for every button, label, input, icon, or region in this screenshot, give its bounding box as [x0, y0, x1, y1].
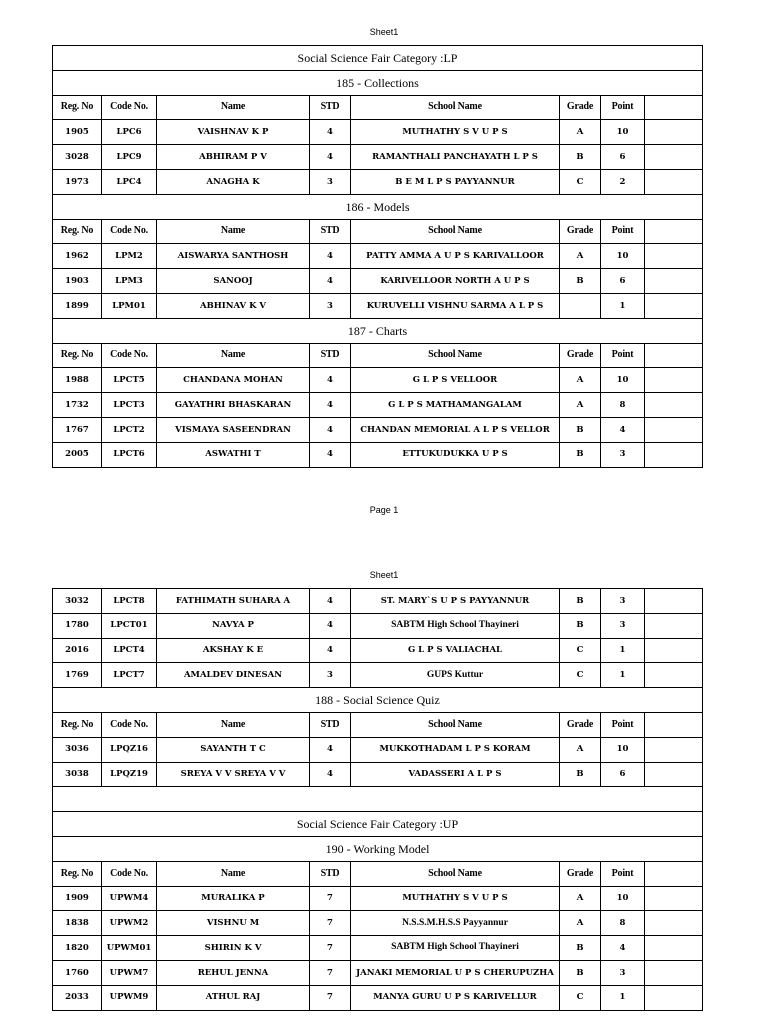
- col-header-point: Point: [601, 712, 645, 737]
- cell-reg-no: 1903: [53, 269, 102, 294]
- cell-point: 6: [601, 762, 645, 787]
- cell-reg-no: 1838: [53, 911, 102, 936]
- cell-std: 7: [310, 911, 351, 936]
- table-row: [53, 169, 703, 194]
- sheet-name-label: Sheet1: [369, 570, 399, 580]
- col-header-code-no: Code No.: [102, 343, 157, 368]
- cell-school-name: G L P S VELLOOR: [351, 368, 560, 393]
- cell-reg-no: 2005: [53, 442, 102, 467]
- empty-cell: [645, 613, 703, 638]
- cell-code-no: LPM01: [102, 293, 157, 318]
- section-title: [53, 70, 703, 95]
- cell-reg-no: 1820: [53, 936, 102, 961]
- section-title: [53, 836, 703, 861]
- col-header-code-no: Code No.: [102, 712, 157, 737]
- cell-name: SREYA V V SREYA V V: [157, 762, 310, 787]
- cell-grade: B: [560, 269, 601, 294]
- col-header-reg-no: Reg. No: [53, 95, 102, 120]
- cell-grade: A: [560, 737, 601, 762]
- section-title: [53, 688, 703, 713]
- cell-code-no: UPWM01: [102, 936, 157, 961]
- cell-school-name: CHANDAN MEMORIAL A L P S VELLOR: [351, 417, 560, 442]
- col-header-school-name: School Name: [351, 861, 560, 886]
- table-row: [53, 293, 703, 318]
- cell-code-no: LPCT5: [102, 368, 157, 393]
- cell-point: 4: [601, 417, 645, 442]
- cell-code-no: LPC9: [102, 145, 157, 170]
- cell-std: 4: [310, 269, 351, 294]
- cell-point: 10: [601, 368, 645, 393]
- cell-reg-no: 1973: [53, 169, 102, 194]
- results-table-page-2: [52, 588, 703, 1011]
- column-header-row: [53, 343, 703, 368]
- empty-cell: [645, 145, 703, 170]
- table-row: [53, 638, 703, 663]
- cell-std: 3: [310, 169, 351, 194]
- col-header-name: Name: [157, 861, 310, 886]
- cell-school-name: KURUVELLI VISHNU SARMA A L P S: [351, 293, 560, 318]
- table-row: [53, 417, 703, 442]
- cell-school-name: MUTHATHY S V U P S: [351, 120, 560, 145]
- empty-cell: [645, 169, 703, 194]
- cell-point: 1: [601, 985, 645, 1010]
- cell-std: 4: [310, 442, 351, 467]
- cell-name: REHUL JENNA: [157, 960, 310, 985]
- section-title-text: 186 - Models: [53, 194, 703, 219]
- cell-school-name: GUPS Kuttur: [351, 663, 560, 688]
- cell-grade: B: [560, 442, 601, 467]
- col-header-point: Point: [601, 95, 645, 120]
- cell-name: AISWARYA SANTHOSH: [157, 244, 310, 269]
- cell-grade: A: [560, 368, 601, 393]
- table-row: [53, 244, 703, 269]
- empty-cell: [645, 417, 703, 442]
- cell-std: 7: [310, 960, 351, 985]
- column-header-row: [53, 712, 703, 737]
- col-header-school-name: School Name: [351, 343, 560, 368]
- table-row: [53, 762, 703, 787]
- col-header-school-name: School Name: [351, 219, 560, 244]
- cell-reg-no: 1767: [53, 417, 102, 442]
- table-row: [53, 985, 703, 1010]
- cell-code-no: LPCT6: [102, 442, 157, 467]
- sheet-name-label: Sheet1: [369, 27, 399, 37]
- table-row: [53, 589, 703, 614]
- cell-grade: C: [560, 663, 601, 688]
- cell-point: 10: [601, 120, 645, 145]
- empty-cell: [645, 638, 703, 663]
- cell-code-no: LPM3: [102, 269, 157, 294]
- cell-code-no: UPWM7: [102, 960, 157, 985]
- cell-std: 4: [310, 613, 351, 638]
- cell-std: 7: [310, 985, 351, 1010]
- cell-grade: A: [560, 244, 601, 269]
- cell-school-name: B E M L P S PAYYANNUR: [351, 169, 560, 194]
- cell-code-no: LPCT3: [102, 393, 157, 418]
- cell-name: AKSHAY K E: [157, 638, 310, 663]
- table-row: [53, 960, 703, 985]
- cell-reg-no: 1760: [53, 960, 102, 985]
- col-header-std: STD: [310, 712, 351, 737]
- column-header-row: [53, 95, 703, 120]
- cell-point: 3: [601, 589, 645, 614]
- cell-name: VISHNU M: [157, 911, 310, 936]
- cell-point: 10: [601, 244, 645, 269]
- col-header-std: STD: [310, 343, 351, 368]
- cell-school-name: ST. MARY`S U P S PAYYANNUR: [351, 589, 560, 614]
- cell-reg-no: 3028: [53, 145, 102, 170]
- table-row: [53, 269, 703, 294]
- cell-point: 1: [601, 638, 645, 663]
- cell-std: 4: [310, 393, 351, 418]
- empty-cell: [645, 985, 703, 1010]
- empty-cell: [645, 442, 703, 467]
- table-row: [53, 613, 703, 638]
- cell-name: NAVYA P: [157, 613, 310, 638]
- cell-grade: B: [560, 960, 601, 985]
- col-header-grade: Grade: [560, 343, 601, 368]
- cell-grade: A: [560, 393, 601, 418]
- col-header-name: Name: [157, 343, 310, 368]
- cell-code-no: UPWM4: [102, 886, 157, 911]
- cell-school-name: KARIVELLOOR NORTH A U P S: [351, 269, 560, 294]
- cell-reg-no: 3032: [53, 589, 102, 614]
- empty-cell: [645, 712, 703, 737]
- empty-cell: [645, 219, 703, 244]
- col-header-std: STD: [310, 95, 351, 120]
- col-header-reg-no: Reg. No: [53, 219, 102, 244]
- category-title: [53, 812, 703, 837]
- cell-point: 8: [601, 911, 645, 936]
- table-row: [53, 145, 703, 170]
- cell-code-no: LPQZ19: [102, 762, 157, 787]
- cell-code-no: LPCT2: [102, 417, 157, 442]
- cell-point: 6: [601, 145, 645, 170]
- cell-name: ANAGHA K: [157, 169, 310, 194]
- cell-name: ABHIRAM P V: [157, 145, 310, 170]
- section-title-text: 190 - Working Model: [53, 836, 703, 861]
- cell-name: ASWATHI T: [157, 442, 310, 467]
- cell-grade: A: [560, 120, 601, 145]
- cell-std: 4: [310, 145, 351, 170]
- empty-cell: [645, 293, 703, 318]
- cell-grade: C: [560, 638, 601, 663]
- cell-reg-no: 1988: [53, 368, 102, 393]
- column-header-row: [53, 219, 703, 244]
- cell-code-no: LPCT4: [102, 638, 157, 663]
- empty-cell: [645, 95, 703, 120]
- cell-std: 4: [310, 120, 351, 145]
- cell-grade: B: [560, 762, 601, 787]
- results-table-page-1: [52, 45, 703, 468]
- empty-cell: [645, 911, 703, 936]
- col-header-code-no: Code No.: [102, 219, 157, 244]
- cell-reg-no: 1780: [53, 613, 102, 638]
- cell-code-no: LPC6: [102, 120, 157, 145]
- cell-grade: B: [560, 936, 601, 961]
- table-row: [53, 393, 703, 418]
- cell-reg-no: 2016: [53, 638, 102, 663]
- cell-grade: A: [560, 911, 601, 936]
- cell-point: 3: [601, 960, 645, 985]
- empty-cell: [645, 663, 703, 688]
- category-title-text: Social Science Fair Category :LP: [53, 46, 703, 71]
- col-header-grade: Grade: [560, 712, 601, 737]
- table-row: [53, 886, 703, 911]
- cell-grade: B: [560, 417, 601, 442]
- col-header-grade: Grade: [560, 219, 601, 244]
- cell-reg-no: 3038: [53, 762, 102, 787]
- cell-point: 3: [601, 613, 645, 638]
- cell-grade: A: [560, 886, 601, 911]
- table-row: [53, 120, 703, 145]
- cell-name: VISMAYA SASEENDRAN: [157, 417, 310, 442]
- cell-name: AMALDEV DINESAN: [157, 663, 310, 688]
- empty-cell: [645, 343, 703, 368]
- cell-point: 10: [601, 886, 645, 911]
- col-header-code-no: Code No.: [102, 95, 157, 120]
- cell-school-name: MUKKOTHADAM L P S KORAM: [351, 737, 560, 762]
- col-header-reg-no: Reg. No: [53, 712, 102, 737]
- section-title: [53, 194, 703, 219]
- cell-code-no: LPCT01: [102, 613, 157, 638]
- cell-std: 3: [310, 293, 351, 318]
- cell-reg-no: 1909: [53, 886, 102, 911]
- cell-std: 4: [310, 368, 351, 393]
- cell-name: SAYANTH T C: [157, 737, 310, 762]
- cell-school-name: MUTHATHY S V U P S: [351, 886, 560, 911]
- col-header-grade: Grade: [560, 95, 601, 120]
- cell-name: CHANDANA MOHAN: [157, 368, 310, 393]
- cell-point: 1: [601, 663, 645, 688]
- category-title: [53, 46, 703, 71]
- column-header-row: [53, 861, 703, 886]
- cell-grade: C: [560, 169, 601, 194]
- empty-cell: [645, 589, 703, 614]
- empty-cell: [645, 244, 703, 269]
- cell-school-name: N.S.S.M.H.S.S Payyannur: [351, 911, 560, 936]
- cell-std: 4: [310, 417, 351, 442]
- empty-cell: [645, 269, 703, 294]
- col-header-point: Point: [601, 861, 645, 886]
- col-header-point: Point: [601, 219, 645, 244]
- col-header-school-name: School Name: [351, 95, 560, 120]
- cell-code-no: LPC4: [102, 169, 157, 194]
- cell-reg-no: 1732: [53, 393, 102, 418]
- table-row: [53, 911, 703, 936]
- cell-point: 10: [601, 737, 645, 762]
- cell-code-no: LPM2: [102, 244, 157, 269]
- cell-name: SHIRIN K V: [157, 936, 310, 961]
- cell-code-no: UPWM2: [102, 911, 157, 936]
- cell-school-name: SABTM High School Thayineri: [351, 613, 560, 638]
- col-header-std: STD: [310, 219, 351, 244]
- col-header-point: Point: [601, 343, 645, 368]
- cell-name: ATHUL RAJ: [157, 985, 310, 1010]
- cell-point: 6: [601, 269, 645, 294]
- cell-std: 4: [310, 762, 351, 787]
- cell-code-no: UPWM9: [102, 985, 157, 1010]
- col-header-code-no: Code No.: [102, 861, 157, 886]
- table-row: [53, 442, 703, 467]
- cell-school-name: PATTY AMMA A U P S KARIVALLOOR: [351, 244, 560, 269]
- cell-school-name: VADASSERI A L P S: [351, 762, 560, 787]
- cell-name: MURALIKA P: [157, 886, 310, 911]
- cell-name: VAISHNAV K P: [157, 120, 310, 145]
- table-row: [53, 368, 703, 393]
- cell-code-no: LPCT7: [102, 663, 157, 688]
- empty-cell: [645, 886, 703, 911]
- cell-reg-no: 2033: [53, 985, 102, 1010]
- cell-name: SANOOJ: [157, 269, 310, 294]
- cell-reg-no: 1899: [53, 293, 102, 318]
- section-title-text: 185 - Collections: [53, 70, 703, 95]
- cell-name: FATHIMATH SUHARA A: [157, 589, 310, 614]
- col-header-std: STD: [310, 861, 351, 886]
- table-row: [53, 936, 703, 961]
- cell-school-name: MANYA GURU U P S KARIVELLUR: [351, 985, 560, 1010]
- cell-grade: [560, 293, 601, 318]
- cell-school-name: SABTM High School Thayineri: [351, 936, 560, 961]
- blank-row: [53, 787, 703, 812]
- cell-school-name: G L P S MATHAMANGALAM: [351, 393, 560, 418]
- cell-std: 4: [310, 638, 351, 663]
- cell-school-name: JANAKI MEMORIAL U P S CHERUPUZHA: [351, 960, 560, 985]
- section-title-text: 187 - Charts: [53, 318, 703, 343]
- section-title: [53, 318, 703, 343]
- empty-cell: [645, 120, 703, 145]
- cell-point: 3: [601, 442, 645, 467]
- cell-name: GAYATHRI BHASKARAN: [157, 393, 310, 418]
- cell-grade: C: [560, 985, 601, 1010]
- col-header-reg-no: Reg. No: [53, 861, 102, 886]
- col-header-name: Name: [157, 219, 310, 244]
- col-header-name: Name: [157, 712, 310, 737]
- page-number-label: Page 1: [369, 505, 399, 515]
- cell-school-name: G L P S VALIACHAL: [351, 638, 560, 663]
- col-header-reg-no: Reg. No: [53, 343, 102, 368]
- cell-std: 4: [310, 737, 351, 762]
- empty-cell: [645, 960, 703, 985]
- cell-reg-no: 1769: [53, 663, 102, 688]
- cell-point: 8: [601, 393, 645, 418]
- cell-point: 4: [601, 936, 645, 961]
- cell-grade: B: [560, 589, 601, 614]
- cell-name: ABHINAV K V: [157, 293, 310, 318]
- cell-reg-no: 1905: [53, 120, 102, 145]
- table-row: [53, 737, 703, 762]
- cell-code-no: LPQZ16: [102, 737, 157, 762]
- cell-point: 2: [601, 169, 645, 194]
- category-title-text: Social Science Fair Category :UP: [53, 812, 703, 837]
- table-row: [53, 663, 703, 688]
- cell-school-name: RAMANTHALI PANCHAYATH L P S: [351, 145, 560, 170]
- blank-cell: [53, 787, 703, 812]
- col-header-name: Name: [157, 95, 310, 120]
- empty-cell: [645, 861, 703, 886]
- cell-reg-no: 3036: [53, 737, 102, 762]
- cell-reg-no: 1962: [53, 244, 102, 269]
- col-header-grade: Grade: [560, 861, 601, 886]
- empty-cell: [645, 737, 703, 762]
- section-title-text: 188 - Social Science Quiz: [53, 688, 703, 713]
- cell-std: 7: [310, 886, 351, 911]
- cell-grade: B: [560, 145, 601, 170]
- empty-cell: [645, 368, 703, 393]
- cell-std: 4: [310, 589, 351, 614]
- cell-point: 1: [601, 293, 645, 318]
- empty-cell: [645, 762, 703, 787]
- empty-cell: [645, 393, 703, 418]
- cell-school-name: ETTUKUDUKKA U P S: [351, 442, 560, 467]
- cell-std: 7: [310, 936, 351, 961]
- cell-grade: B: [560, 613, 601, 638]
- cell-std: 4: [310, 244, 351, 269]
- cell-std: 3: [310, 663, 351, 688]
- cell-code-no: LPCT8: [102, 589, 157, 614]
- col-header-school-name: School Name: [351, 712, 560, 737]
- empty-cell: [645, 936, 703, 961]
